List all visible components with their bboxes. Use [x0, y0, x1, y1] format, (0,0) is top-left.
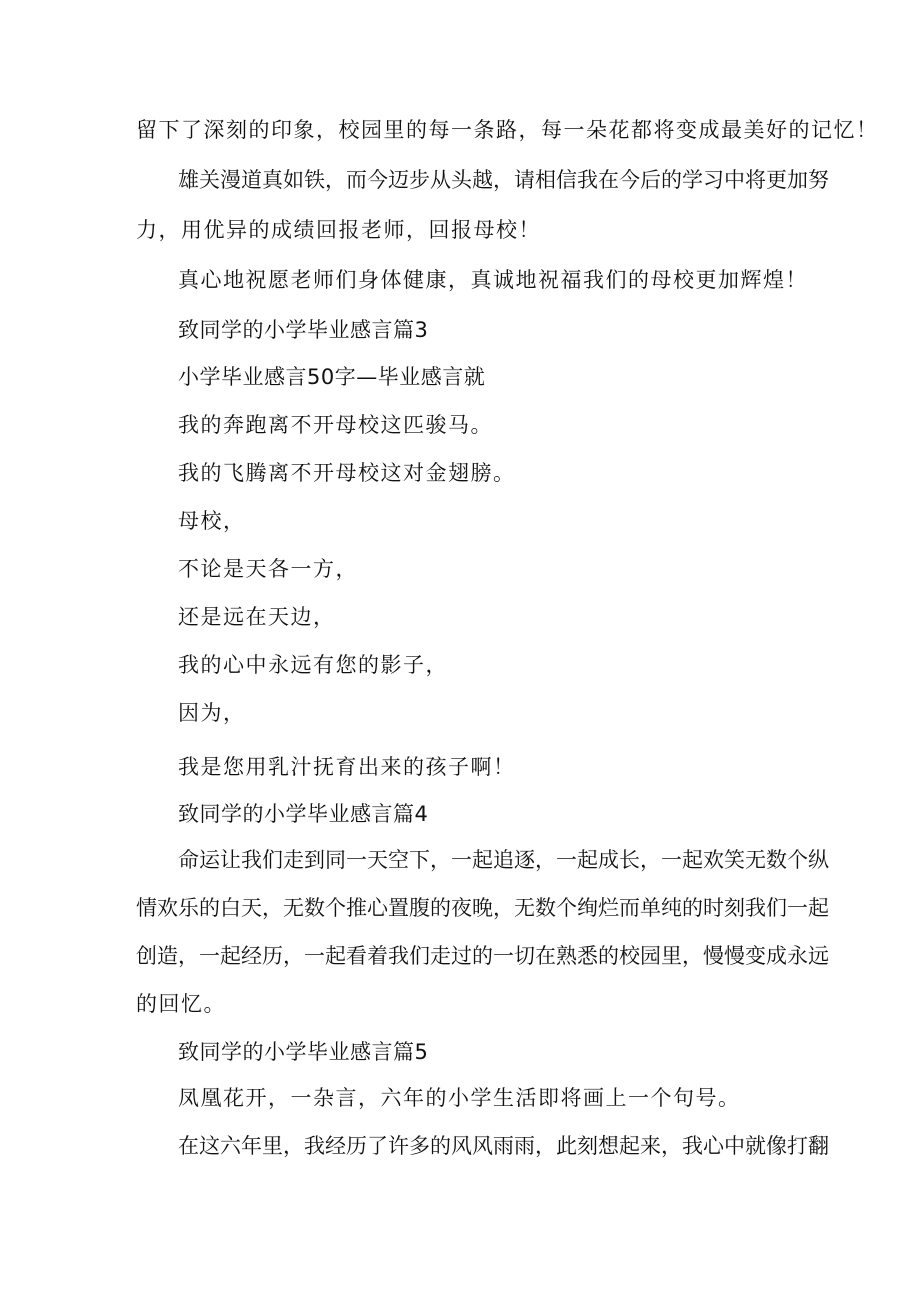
section-heading-4: 致同学的小学毕业感言篇4	[178, 802, 429, 826]
section-heading-3: 致同学的小学毕业感言篇3	[178, 318, 429, 342]
poem-line: 还是远在天边，	[178, 605, 336, 629]
paragraph-2-line-1: 雄关漫道真如铁，而今迈步从头越，请相信我在今后的学习中将更加努	[178, 168, 829, 192]
section-heading-5: 致同学的小学毕业感言篇5	[178, 1040, 429, 1064]
paragraph-2-line-2: 力，用优异的成绩回报老师，回报母校！	[136, 218, 541, 242]
paragraph-6-line-1: 在这六年里，我经历了许多的风风雨雨，此刻想起来，我心中就像打翻	[178, 1134, 829, 1158]
paragraph-4-line-1: 命运让我们走到同一天空下，一起追逐，一起成长，一起欢笑无数个纵	[178, 848, 829, 872]
subheading: 小学毕业感言50字—毕业感言就	[178, 365, 486, 389]
paragraph-3-line-1: 真心地祝愿老师们身体健康，真诚地祝福我们的母校更加辉煌！	[178, 268, 808, 292]
paragraph-1-line-1: 留下了深刻的印象，校园里的每一条路，每一朵花都将变成最美好的记忆！	[136, 118, 879, 142]
poem-line: 我是您用乳汁抚育出来的孩子啊！	[178, 755, 516, 779]
poem-line: 因为，	[178, 701, 246, 725]
paragraph-4-line-4: 的回忆。	[136, 992, 226, 1016]
paragraph-4-line-2: 情欢乐的白天，无数个推心置腹的夜晚，无数个绚烂而单纯的时刻我们一起	[136, 896, 829, 920]
poem-line: 我的心中永远有您的影子，	[178, 653, 448, 677]
poem-line: 不论是天各一方，	[178, 557, 358, 581]
poem-line: 我的奔跑离不开母校这匹骏马。	[178, 413, 493, 437]
paragraph-4-line-3: 创造，一起经历，一起看着我们走过的一切在熟悉的校园里，慢慢变成永远	[136, 944, 829, 968]
poem-line: 母校，	[178, 509, 246, 533]
paragraph-5-line-1: 凤凰花开，一杂言，六年的小学生活即将画上一个句号。	[178, 1086, 741, 1110]
poem-line: 我的飞腾离不开母校这对金翅膀。	[178, 461, 516, 485]
